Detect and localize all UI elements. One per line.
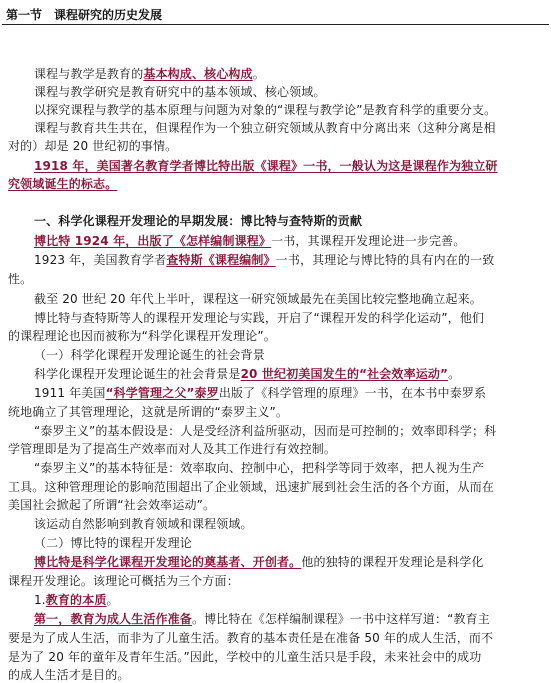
text-run: 。 (252, 67, 265, 81)
paragraph-line: 统地确立了其管理理论，这就是所谓的“泰罗主义”。 (8, 405, 289, 419)
subsection-heading: （一）科学化课程开发理论诞生的社会背景 (34, 348, 265, 362)
paragraph-line: 性。 (8, 272, 33, 286)
paragraph-line: 课程开发理论。该理论可概括为三个方面： (8, 574, 239, 588)
paragraph-line: 美国社会掀起了所谓“社会效率运动”。 (8, 498, 216, 512)
title-divider (2, 24, 549, 25)
text-run: 1911 年美国 (34, 386, 106, 400)
text-run: 一书，其课程开发理论进一步完善。 (271, 234, 466, 248)
text-run: 一书，其理论与博比特的具有内在的一致 (275, 253, 495, 267)
paragraph-line: 学管理即是为了提高生产效率而对人及其工作进行有效控制。 (8, 442, 337, 456)
paragraph-line (34, 385, 486, 401)
highlighted-term: 第一，教育为成人生活作准备 (34, 612, 192, 626)
list-number: 1. (34, 593, 46, 607)
paragraph-line: 截至 20 世纪 20 年代上半叶，课程这一研究领域最先在美国比较完整地确立起来。 (34, 292, 482, 306)
text-run: 。 (106, 593, 119, 607)
text-run: 科学化课程开发理论诞生的社会背景是 (34, 367, 241, 381)
section-heading: 一、科学化课程开发理论的早期发展：博比特与查特斯的贡献 (34, 214, 363, 228)
paragraph-line: 以探究课程与教学的基本原理与问题为对象的“课程与教学论”是教育科学的重要分支。 (34, 103, 497, 117)
text-run: 1923 年，美国教育学者 (34, 253, 167, 267)
paragraph-line (34, 554, 484, 570)
text-run: 出版了《科学管理的原理》一书，在本书中泰罗系 (218, 386, 487, 400)
paragraph-line: 工具。这种管理理论的影响范围超出了企业领域，迅速扩展到社会生活的各个方面，从而在 (8, 480, 495, 494)
paragraph-line: 课程与教育共生共在，但课程作为一个独立研究领域从教育中分离出来（这种分离是相 (34, 121, 496, 135)
list-item (34, 592, 119, 608)
paragraph-line (34, 252, 494, 268)
highlighted-sentence: 1918 年，美国著名教育学者博比特出版《课程》一书，一般认为这是课程作为独立研 (34, 159, 498, 173)
paragraph-line: 课程与教学研究是教育研究中的基本领域、核心领域。 (34, 85, 326, 99)
highlighted-term: 博比特是科学化课程开发理论的奠基者、开创者。 (34, 555, 302, 569)
highlighted-term: 20 世纪初美国发生的“社会效率运动” (240, 367, 449, 381)
paragraph-line: 的成人生活才是目的。 (8, 668, 130, 682)
section-title: 第一节 课程研究的历史发展 (6, 8, 163, 22)
text-run: 。博比特在《怎样编制课程》一书中这样写道：“教育主 (191, 612, 490, 626)
highlighted-term: 查特斯《课程编制》 (166, 253, 276, 267)
paragraph-line (34, 66, 265, 82)
paragraph-line: 要是为了成人生活，而非为了儿童生活。教育的基本责任是在准备 50 年的成人生活，而不 (8, 631, 494, 645)
paragraph-line: 对的）却是 20 世纪初的事情。 (8, 139, 178, 153)
text-run: 课程与教学是教育的 (34, 67, 144, 81)
paragraph-line: 的课程理论也因而被称为“科学化课程开发理论”。 (8, 329, 276, 343)
highlighted-sentence: 究领域诞生的标志。 (8, 177, 118, 191)
text-run: 。 (448, 367, 461, 381)
highlighted-term: 基本构成、核心构成 (143, 67, 253, 81)
highlighted-term: “科学管理之父”泰罗 (105, 386, 219, 400)
highlighted-term: 博比特 1924 年，出版了《怎样编制课程》 (34, 234, 272, 248)
paragraph-line: 该运动自然影响到教育领域和课程领域。 (34, 517, 253, 531)
paragraph-line (34, 366, 460, 382)
paragraph-line (34, 233, 465, 249)
paragraph-line: “泰罗主义”的基本假设是：人是受经济利益所驱动，因而是可控制的；效率即科学；科 (34, 424, 497, 438)
text-run: 他的独特的课程开发理论是科学化 (301, 555, 484, 569)
paragraph-line: 是为了 20 年的童年及青年生活。”因此，学校中的儿童生活只是手段，未来社会中的成功 (8, 650, 482, 664)
highlighted-term: 教育的本质 (45, 593, 107, 607)
paragraph-line (34, 611, 490, 627)
paragraph-line: 博比特与查特斯等人的课程开发理论与实践，开启了“课程开发的科学化运动”，他们 (34, 311, 485, 325)
subsection-heading: （二）博比特的课程开发理论 (34, 536, 192, 550)
paragraph-line: “泰罗主义”的基本特征是：效率取向、控制中心，把科学等同于效率，把人视为生产 (34, 461, 485, 475)
